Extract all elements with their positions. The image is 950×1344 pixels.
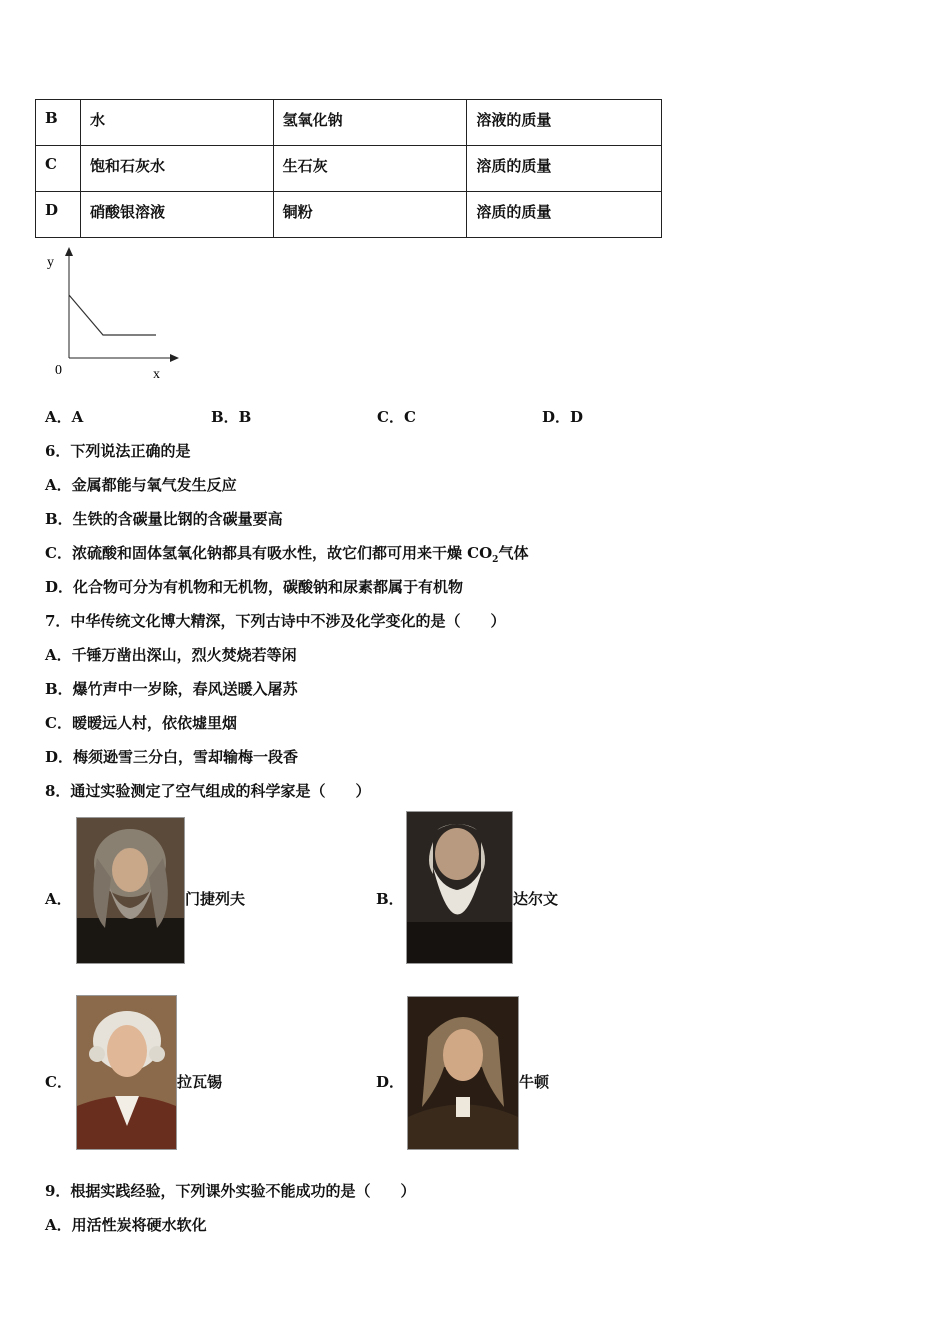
q7-option-c[interactable]: C．暧暧远人村，依依墟里烟 — [45, 714, 237, 732]
q9-option-a[interactable]: A．用活性炭将硬水软化 — [45, 1216, 207, 1234]
table-cell: 硝酸银溶液 — [80, 192, 273, 238]
table-cell: 饱和石灰水 — [80, 146, 273, 192]
q7-option-a[interactable]: A．千锤万凿出深山，烈火焚烧若等闲 — [45, 646, 297, 664]
line-graph — [40, 245, 190, 385]
q8-option-d-name[interactable]: 牛顿 — [519, 1073, 550, 1091]
x-axis-label: x — [153, 367, 160, 382]
table-cell-letter: C — [36, 146, 81, 192]
q5-option-c[interactable]: C．C — [377, 408, 416, 426]
lavoisier-portrait — [76, 995, 177, 1150]
q8-option-d-letter[interactable]: D． — [376, 1073, 405, 1091]
q6-stem: 6．下列说法正确的是 — [45, 442, 191, 460]
origin-label: 0 — [55, 363, 62, 378]
q7-option-d[interactable]: D．梅须逊雪三分白，雪却输梅一段香 — [45, 748, 299, 766]
q6-option-a[interactable]: A．金属都能与氧气发生反应 — [45, 476, 237, 494]
table-cell: 溶液的质量 — [467, 100, 662, 146]
table-row — [36, 146, 662, 192]
q7-stem: 7．中华传统文化博大精深，下列古诗中不涉及化学变化的是（ ） — [45, 612, 506, 630]
q9-stem: 9．根据实践经验，下列课外实验不能成功的是（ ） — [45, 1182, 416, 1200]
options-table — [35, 99, 662, 238]
q5-option-b[interactable]: B．B — [211, 408, 252, 426]
q6-option-c[interactable] — [45, 542, 528, 565]
darwin-portrait — [406, 811, 513, 964]
table-row — [36, 192, 662, 238]
q8-option-b-name[interactable]: 达尔文 — [513, 890, 559, 908]
table-cell: 溶质的质量 — [467, 192, 662, 238]
table-cell: 水 — [80, 100, 273, 146]
q6-option-c-tail: 气体 — [498, 544, 529, 562]
q6-option-d[interactable]: D．化合物可分为有机物和无机物，碳酸钠和尿素都属于有机物 — [45, 578, 464, 596]
q8-option-a-letter[interactable]: A． — [45, 890, 72, 908]
q6-option-b[interactable]: B．生铁的含碳量比钢的含碳量要高 — [45, 510, 283, 528]
q7-option-b[interactable]: B．爆竹声中一岁除，春风送暖入屠苏 — [45, 680, 298, 698]
graph-line — [69, 295, 156, 335]
y-axis-label: y — [47, 255, 54, 270]
table-cell: 氢氧化钠 — [273, 100, 467, 146]
q8-option-c-letter[interactable]: C． — [45, 1073, 72, 1091]
table-cell-letter: D — [36, 192, 81, 238]
q8-option-b-letter[interactable]: B． — [376, 890, 404, 908]
table-row — [36, 100, 662, 146]
table-cell: 溶质的质量 — [467, 146, 662, 192]
q6-option-c-text: C．浓硫酸和固体氢氧化钠都具有吸水性，故它们都可用来干燥 CO — [45, 544, 493, 562]
q8-stem: 8．通过实验测定了空气组成的科学家是（ ） — [45, 782, 371, 800]
q8-option-a-name[interactable]: 门捷列夫 — [185, 890, 246, 908]
q8-option-c-name[interactable]: 拉瓦锡 — [177, 1073, 223, 1091]
newton-portrait — [407, 996, 519, 1150]
table-cell: 生石灰 — [273, 146, 467, 192]
q5-option-d[interactable]: D．D — [542, 408, 584, 426]
q6-option-c-subscript: 2 — [492, 555, 499, 565]
q5-option-a[interactable]: A．A — [45, 408, 84, 426]
table-cell-letter: B — [36, 100, 81, 146]
table-cell: 铜粉 — [273, 192, 467, 238]
mendeleev-portrait — [76, 817, 185, 964]
y-axis-arrow — [65, 247, 73, 256]
x-axis-arrow — [170, 354, 179, 362]
